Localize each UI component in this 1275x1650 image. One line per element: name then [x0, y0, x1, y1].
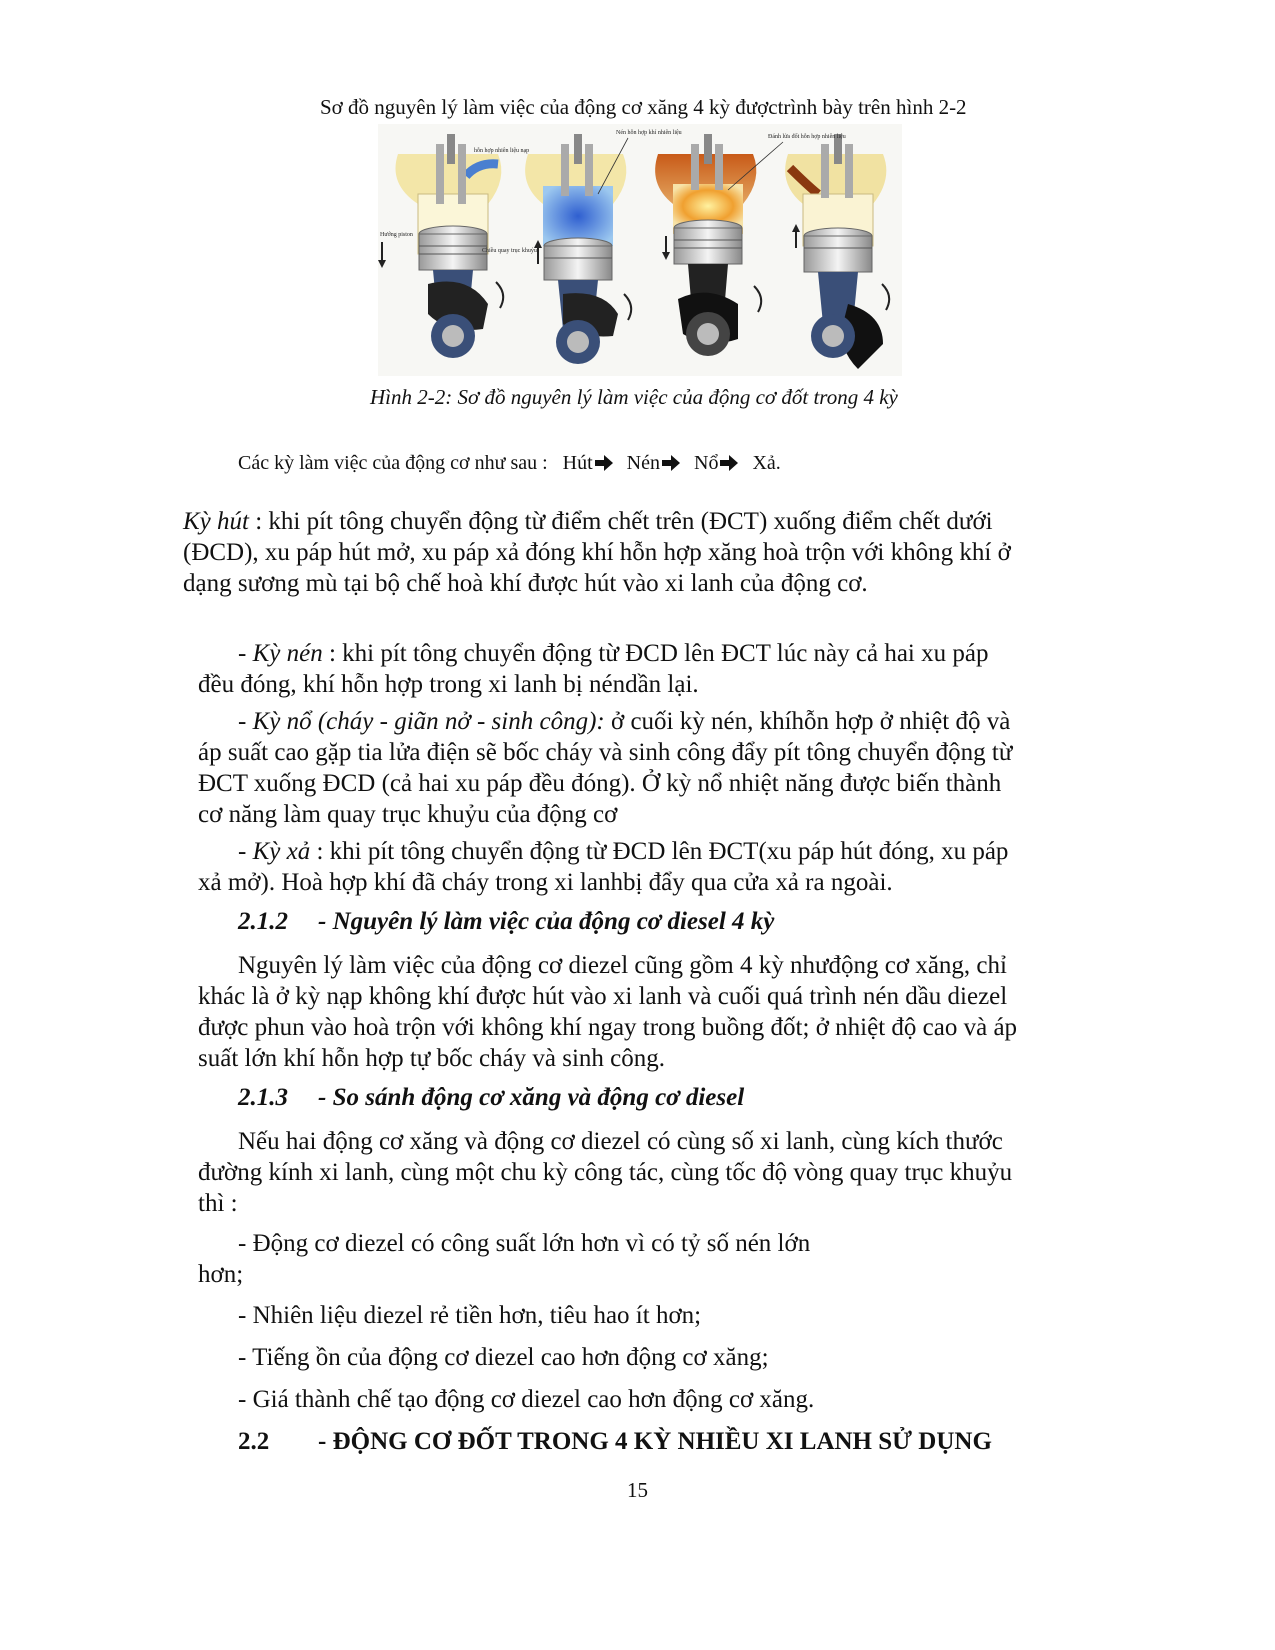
stroke-hut: Hút — [562, 452, 593, 474]
bullet-power-cont: hơn; — [198, 1261, 244, 1288]
paragraph-ky-no: - Kỳ nổ (cháy - giãn nở - sinh công): ở cuối kỳ nén, khíhỗn hợp ở nhiệt độ và áp suất cao gặp tia lửa điện sẽ bốc cháy và sinh công đẩy pít tông chuyển động từ ĐCT xuống ĐCD (cả hai xu páp đều đóng). Ở kỳ nổ nhiệt năng được biến thành cơ năng làm quay trục khuỷu của động cơ — [198, 708, 1013, 828]
term-ky-xa: Kỳ xả — [252, 838, 311, 865]
bullet-cost: - Giá thành chế tạo động cơ diezel cao hơn động cơ xăng. — [238, 1386, 815, 1413]
term-ky-nen: Kỳ nén — [252, 640, 323, 667]
paragraph-diesel-principle: Nguyên lý làm việc của động cơ diezel cũng gồm 4 kỳ nhưđộng cơ xăng, chỉ khác là ở kỳ nạp không khí được hút vào xi lanh và cuối quá trình nén dầu diezel được phun vào hoà trộn với không khí ngay trong buồng đốt; ở nhiệt độ cao và áp suất lớn khí hỗn hợp tự bốc cháy và sinh công. — [198, 952, 1018, 1072]
paragraph-comparison: Nếu hai động cơ xăng và động cơ diezel có cùng số xi lanh, cùng kích thước đường kính xi lanh, cùng một chu kỳ công tác, cùng tốc độ vòng quay trục khuỷu thì : — [198, 1128, 1013, 1217]
heading-2-1-3: 2.1.3 - So sánh động cơ xăng và động cơ diesel — [238, 1084, 745, 1111]
figure-intro: Sơ đồ nguyên lý làm việc của động cơ xăng 4 kỳ đượctrình bày trên hình 2-2 — [320, 95, 967, 119]
stroke-sequence-prefix: Các kỳ làm việc của động cơ như sau : — [238, 452, 548, 474]
four-stroke-illustration — [378, 124, 902, 376]
stroke-nen: Nén — [626, 452, 660, 474]
figure-label-crank-rotation: Chiều quay trục khuỷu — [482, 248, 537, 254]
bullet-power: - Động cơ diezel có công suất lớn hơn vì có tỷ số nén lớn — [238, 1230, 811, 1257]
term-ky-no: Kỳ nổ (cháy - giãn nở - sinh công): — [252, 708, 605, 735]
engine-cycle-figure — [378, 124, 902, 376]
heading-2-1-2: 2.1.2 - Nguyên lý làm việc của động cơ diesel 4 kỳ — [238, 908, 775, 935]
heading-2-2: 2.2 - ĐỘNG CƠ ĐỐT TRONG 4 KỲ NHIỀU XI LANH SỬ DỤNG — [238, 1428, 992, 1455]
right-arrow-icon — [720, 455, 738, 471]
right-arrow-icon — [595, 455, 613, 471]
figure-label-intake-mixture: hỗn hợp nhiên liệu nạp — [474, 148, 530, 154]
stroke-xa: Xả. — [752, 452, 781, 474]
paragraph-ky-nen: - Kỳ nén : khi pít tông chuyển động từ ĐCD lên ĐCT lúc này cả hai xu páp đều đóng, khí hỗn hợp trong xi lanh bị néndần lại. — [198, 640, 989, 698]
figure-caption: Hình 2-2: Sơ đồ nguyên lý làm việc của động cơ đốt trong 4 kỳ — [370, 385, 898, 409]
figure-label-piston-direction: Hướng piston — [380, 232, 413, 238]
stroke-no: Nổ — [694, 452, 719, 474]
bullet-noise: - Tiếng ồn của động cơ diezel cao hơn động cơ xăng; — [238, 1344, 769, 1371]
figure-label-compression: Nén hỗn hợp khí nhiên liệu — [616, 130, 682, 136]
paragraph-ky-hut: Kỳ hút : khi pít tông chuyển động từ điểm chết trên (ĐCT) xuống điểm chết dưới (ĐCD), xu páp hút mở, xu páp xả đóng khí hỗn hợp xăng hoà trộn với không khí ở dạng sương mù tại bộ chế hoà khí được hút vào xi lanh của động cơ. — [183, 508, 1011, 597]
figure-label-ignition: Đánh lửa đốt hỗn hợp nhiên liệu — [768, 134, 846, 140]
right-arrow-icon — [662, 455, 680, 471]
page-number: 15 — [627, 1478, 648, 1502]
bullet-fuel: - Nhiên liệu diezel rẻ tiền hơn, tiêu hao ít hơn; — [238, 1302, 702, 1329]
stroke-sequence — [238, 452, 781, 475]
term-ky-hut: Kỳ hút — [183, 508, 249, 535]
paragraph-ky-xa: - Kỳ xả : khi pít tông chuyển động từ ĐCD lên ĐCT(xu páp hút đóng, xu páp xả mở). Hoà hợp khí đã cháy trong xi lanhbị đẩy qua cửa xả ra ngoài. — [198, 838, 1009, 896]
